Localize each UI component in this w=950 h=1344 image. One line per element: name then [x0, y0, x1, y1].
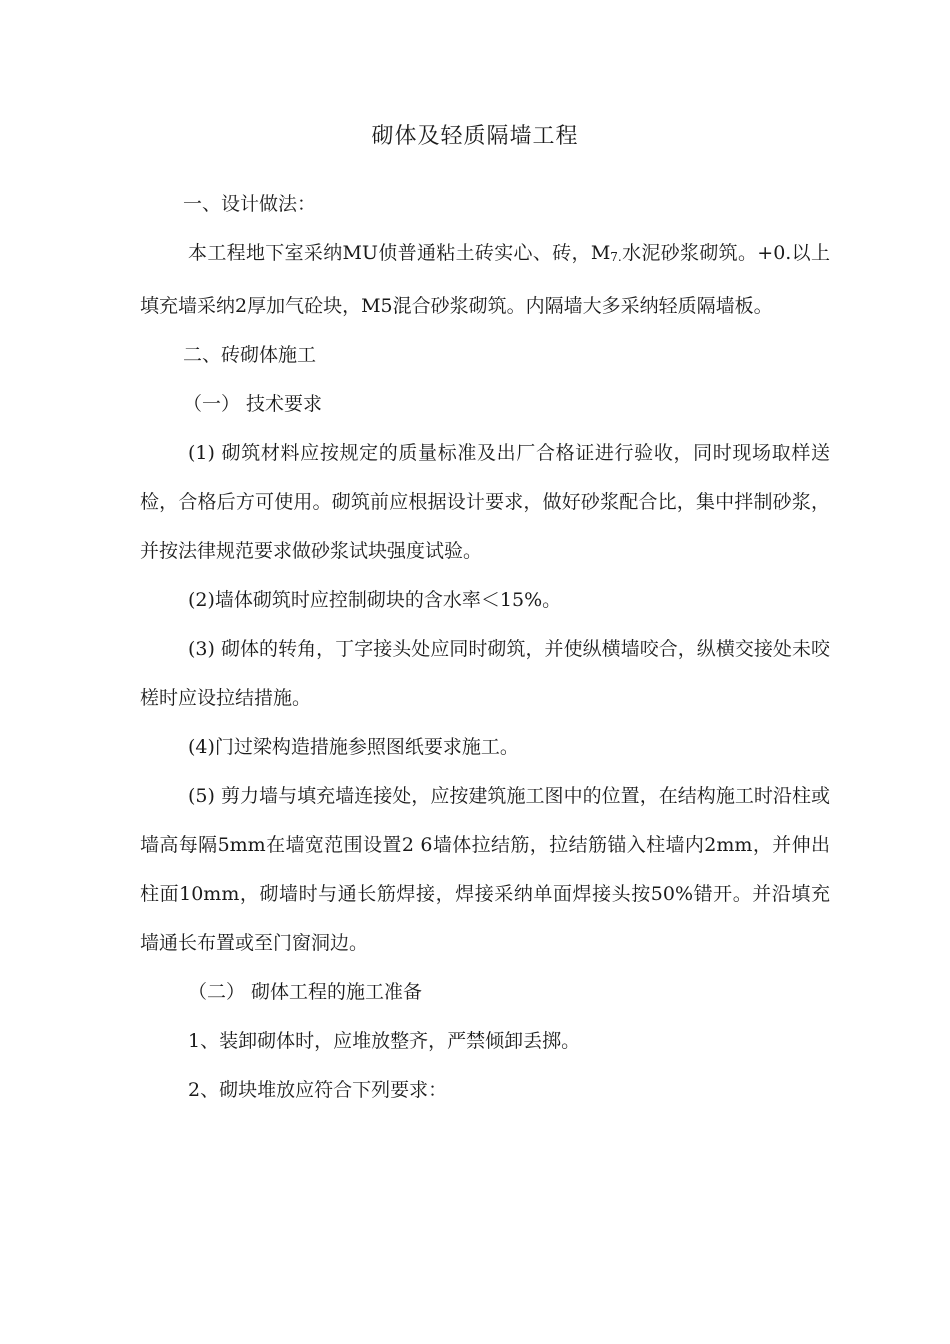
prep-item-2: 2、砌块堆放应符合下列要求：	[188, 1079, 448, 1101]
list-item-2: (2)墙体砌筑时应控制砌块的含水率＜15%。	[188, 589, 562, 611]
paragraph-part: 水泥砂浆砌筑。+0.以上填充墙采纳2厚加气砼块，M5混合砂浆砌筑。内隔墙大多采纳轻质隔墙板。	[140, 242, 830, 317]
section-heading-design: 一、设计做法：	[183, 193, 317, 215]
section-heading-brick-masonry: 二、砖砌体施工	[183, 344, 317, 366]
list-item-3: (3) 砌体的转角，丁字接头处应同时砌筑，并使纵横墙咬合，纵横交接处未咬槎时应设拉结措施。	[140, 638, 830, 709]
subscript-text: 7.	[610, 250, 622, 264]
list-item-5: (5) 剪力墙与填充墙连接处，应按建筑施工图中的位置，在结构施工时沿柱或墙高每隔5mm在墙宽范围设置2 6墙体拉结筋，拉结筋锚入柱墙内2mm，并伸出柱面10mm，砌墙时与通长筋焊接，焊接采纳单面焊接头按50%错开。并沿填充墙通长布置或至门窗洞边。	[140, 785, 830, 954]
subsection-heading-preparation: （二） 砌体工程的施工准备	[188, 981, 423, 1003]
paragraph-part: 本工程地下室采纳MU侦普通粘土砖实心、砖，M	[188, 242, 611, 264]
list-item-4: (4)门过梁构造措施参照图纸要求施工。	[188, 736, 519, 758]
document-title: 砌体及轻质隔墙工程	[371, 124, 579, 149]
paragraph-design-description	[140, 229, 830, 331]
document-body	[140, 180, 830, 1115]
prep-item-1: 1、装卸砌体时，应堆放整齐，严禁倾卸丢掷。	[188, 1030, 581, 1052]
list-item-1: (1) 砌筑材料应按规定的质量标准及出厂合格证进行验收，同时现场取样送检，合格后方可使用。砌筑前应根据设计要求，做好砂浆配合比，集中拌制砂浆，并按法律规范要求做砂浆试块强度试验。	[140, 442, 830, 562]
subsection-heading-technical: （一） 技术要求	[183, 393, 323, 415]
